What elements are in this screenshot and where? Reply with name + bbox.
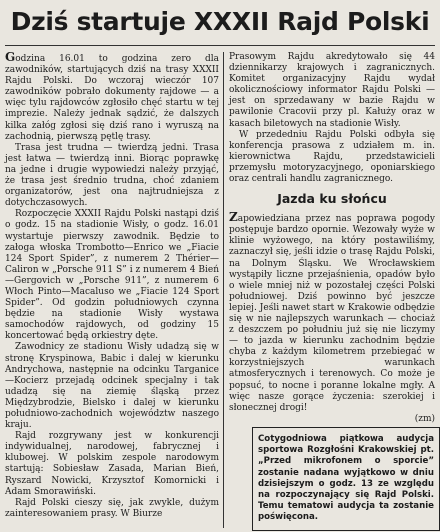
paragraph: Zawodnicy ze stadionu Wisły udadzą się w stronę Kryspinowa, Babic i dalej w kierunku Andrychowa, następnie na odcinku Targanice—Kocierz przejadą odcinek specjalny i tak udadzą się na ziemię śląską przez Międzybrodzie, Bielsko i dalej w kierunku południowo-zachodnich województw naszego kraju. bbox=[5, 342, 219, 431]
paragraph: Zapowiedziana przez nas poprawa pogody postępuje bardzo opornie. Wezowały wyże w klinie wyżowego, na który postawiliśmy, zaznaczył się, jeśli idzie o trasę Rajdu Polski, na Dolnym Śląsku. We Wrocławskiem wystąpiły liczne przejaśnienia, opadów było o wiele mniej niż w pozostałej części Polski południowej. Dziś powinno być jeszcze lepiej. Jeśli nawet start w Krakowie odbędzie się w nie najlepszych warunkach — chociaż z deszczem po południu już się nie liczymy — to jazda w kierunku zachodnim będzie chyba z każdym kilometrem przebiegać w korzystniejszych warunkach atmosferycznych i terenowych. Co może je popsuć, to nocne i poranne lokalne mgły. A więc nasze gorące życzenia: szerokiej i słonecznej drogi! bbox=[229, 210, 435, 413]
paragraph: Prasowym Rajdu akredytowało się 44 dziennikarzy krajowych i zagranicznych. Komitet organizacyjny Rajdu wydał okolicznościowy informator Rajdu Polski — jest on sprzedawany w bazie Rajdu w pawilonie Cracovii przy pl. Kałuży oraz w kasach biletowych na stadionie Wisły. bbox=[229, 52, 435, 129]
headline-rule bbox=[5, 45, 435, 46]
right-column bbox=[229, 52, 435, 425]
paragraph: Rajd rozgrywany jest w konkurencji indywidualnej, narodowej, fabrycznej i klubowej. W polskim zespole narodowym startują: Sobiesław Zasada, Marian Bień, Ryszard Nowicki, Krzysztof Komornicki i Adam Smorawiński. bbox=[5, 431, 219, 497]
signature: (zm) bbox=[414, 413, 435, 424]
dropcap: Z bbox=[229, 210, 238, 225]
paragraph: Godzina 16.01 to godzina zero dla zawodników, startujących dziś na trasy XXXII Rajdu Polski. Do wczoraj wieczór 107 zawodników pobrało dokumenty rajdowe — a więc tylu rajdowców zgłosiło chęć startu w tej imprezie. Należy jednak sądzić, że dalszych kilka załóg zgłosi się dziś rano i wyruszą na zachodnią, pierwszą pętlę trasy. bbox=[5, 50, 219, 142]
column-divider bbox=[223, 52, 224, 528]
paragraph: Trasa jest trudna — twierdzą jedni. Trasa jest łatwa — twierdzą inni. Biorąc poprawkę na jedne i drugie wypowiedzi należy przyjąć, że trasa jest średnio trudna, choć zdaniem organizatorów, jest ona najtrudniejsza z dotychczasowych. bbox=[5, 142, 219, 209]
paragraph: Rajd Polski cieszy się, jak zwykle, dużym zainteresowaniem prasy. W Biurze bbox=[5, 497, 219, 519]
paragraph: Rozpoczęcie XXXII Rajdu Polski nastąpi dziś o godz. 15 na stadionie Wisły, o godz. 16.01 wystartuje pierwszy zawodnik. Będzie to załoga włoska Trombotto—Enrico we „Fiacie 124 Sport Spider”, z numerem 2 Thérier—Caliron w „Porsche 911 S” i z numerem 4 Bień—Gergovich w „Porsche 911”, z numerem 6 Włoch Pinto—Macaluso we „Fiacie 124 Sport Spider”. Od godzin południowych czynna będzie na stadionie Wisły wystawa samochodów rajdowych, od godziny 15 koncertować będą orkiestry dęte. bbox=[5, 209, 219, 342]
left-column bbox=[5, 52, 219, 520]
dropcap: G bbox=[5, 50, 16, 64]
headline: Dziś startuje XXXII Rajd Polski bbox=[10, 7, 430, 36]
weather-subhead: Jazda ku słońcu bbox=[277, 191, 387, 207]
radio-notice-box: Cotygodniowa piątkowa audycja sportowa Rozgłośni Krakowskiej pt. „Przed mikrofonem o sporcie” zostanie nadana wyjątkowo w dniu dzisiejszym o godz. 13 ze względu na rozpoczynający się Rajd Polski. Temu tematowi audycja ta zostanie poświęcona. bbox=[252, 427, 440, 531]
paragraph: W przededniu Rajdu Polski odbyła się konferencja prasowa z udziałem m. in. kierownictwa Rajdu, przedstawicieli przemysłu motoryzacyjnego, oponiarskiego oraz centrali handlu zagranicznego. bbox=[229, 129, 435, 185]
